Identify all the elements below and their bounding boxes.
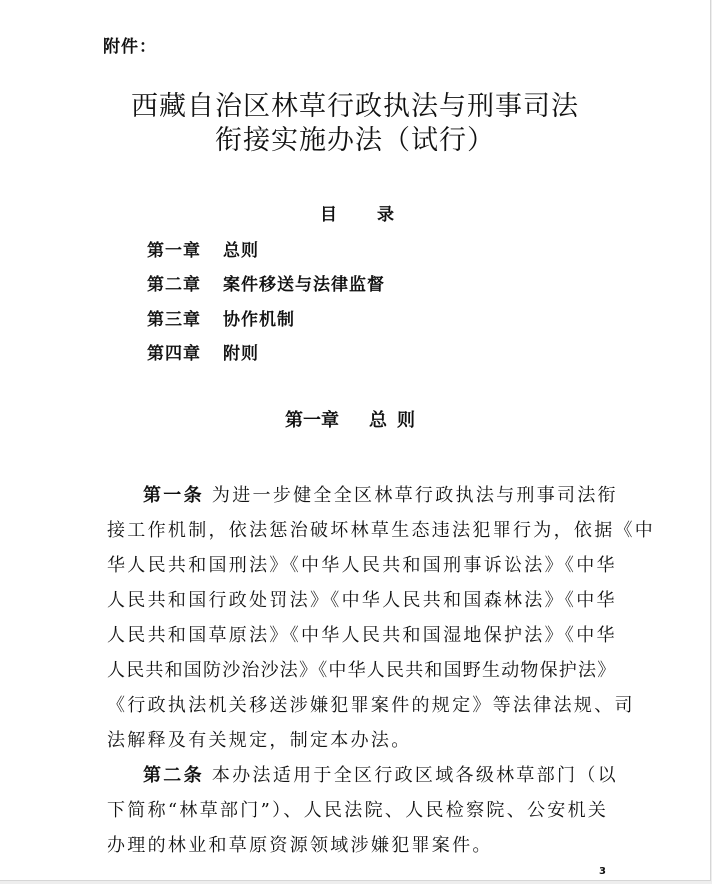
article-1-line (143, 481, 643, 507)
chapter-number: 第一章 (285, 410, 339, 431)
toc-heading (320, 200, 394, 225)
toc-chapter-number: 第二章 (147, 275, 201, 295)
article-2-label: 第二条 (143, 765, 204, 786)
toc-item (147, 270, 385, 295)
toc-item (147, 236, 259, 261)
article-2-line: 办理的林业和草原资源领域涉嫌犯罪案件。 (107, 835, 493, 856)
toc-item (147, 339, 259, 364)
chapter-heading (0, 406, 710, 432)
article-1-line: 华人民共和国刑法》《中华人民共和国刑事诉讼法》《中华 (107, 555, 617, 576)
toc-heading-char: 目 (320, 205, 337, 225)
article-2-line (143, 761, 643, 787)
document-title-line-2: 衔接实施办法（试行） (215, 125, 495, 156)
document-title-line-1: 西藏自治区林草行政执法与刑事司法 (131, 91, 579, 122)
toc-chapter-name: 协作机制 (223, 310, 295, 330)
page-number: 3 (599, 866, 606, 877)
article-text: 为进一步健全全区林草行政执法与刑事司法衔 (203, 485, 618, 506)
article-1-line: 法解释及有关规定，制定本办法。 (107, 730, 412, 751)
article-1-label: 第一条 (143, 485, 204, 506)
article-1-line: 人民共和国草原法》《中华人民共和国湿地保护法》《中华 (107, 625, 617, 646)
toc-chapter-name: 附则 (223, 344, 259, 364)
toc-chapter-number: 第四章 (147, 344, 201, 364)
article-1-line: 《行政执法机关移送涉嫌犯罪案件的规定》等法律法规、司 (107, 695, 635, 716)
toc-item (147, 305, 295, 330)
toc-chapter-name: 案件移送与法律监督 (223, 275, 385, 295)
toc-chapter-name: 总则 (223, 241, 259, 261)
toc-chapter-number: 第一章 (147, 241, 201, 261)
article-2-line: 下简称“林草部门”）、人民法院、人民检察院、公安机关 (107, 800, 609, 821)
article-1-line: 人民共和国行政处罚法》《中华人民共和国森林法》《中华 (107, 590, 617, 611)
article-1-line: 人民共和国防沙治沙法》《中华人民共和国野生动物保护法》 (107, 660, 617, 681)
article-text: 本办法适用于全区行政区域各级林草部门（以 (203, 765, 618, 786)
attachment-label: 附件： (103, 37, 157, 57)
toc-heading-char: 录 (377, 205, 394, 225)
chapter-name: 总则 (369, 410, 425, 431)
toc-chapter-number: 第三章 (147, 310, 201, 330)
article-1-line: 接工作机制，依法惩治破坏林草生态违法犯罪行为，依据《中 (107, 520, 656, 541)
